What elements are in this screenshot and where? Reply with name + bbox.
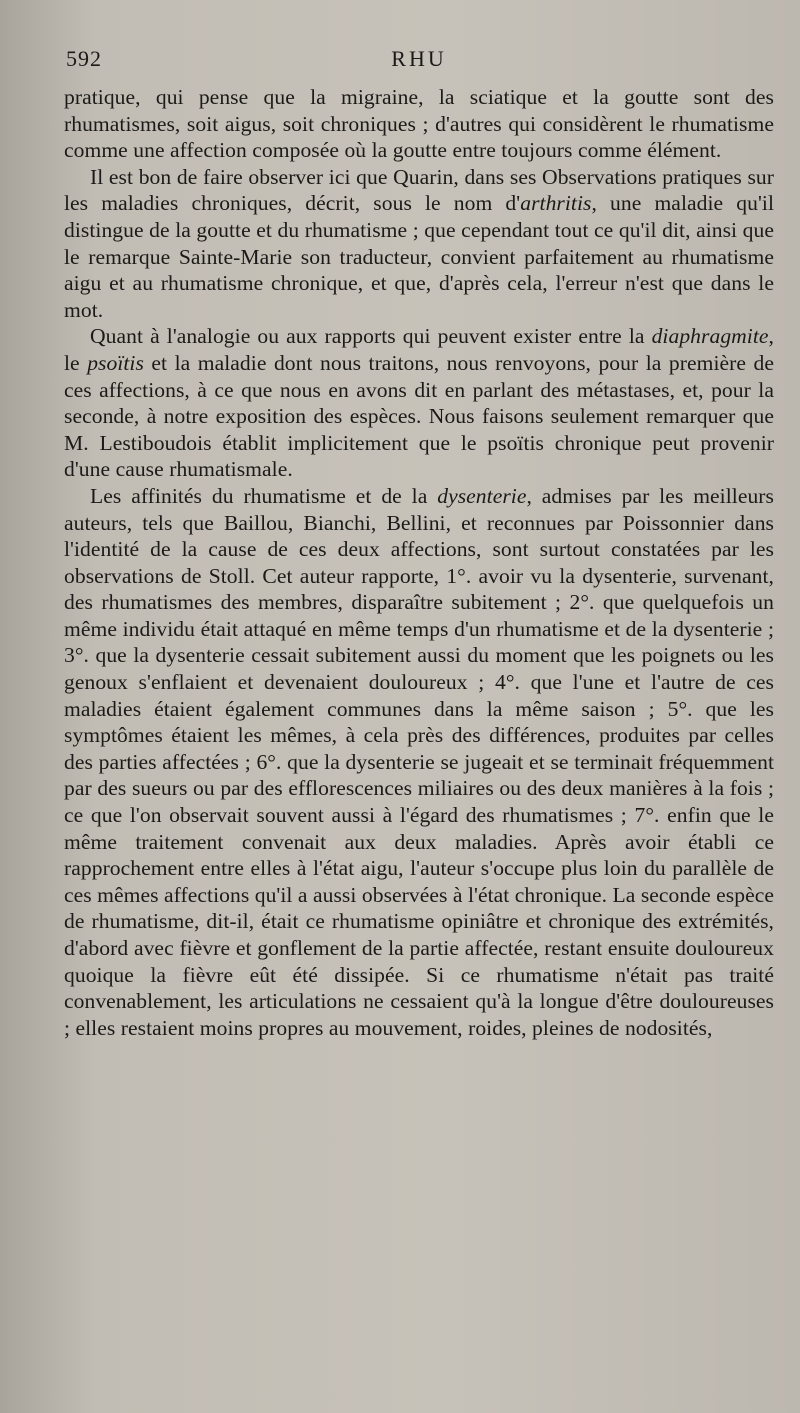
italic-term: diaphragmite (651, 324, 769, 349)
text-segment: , admises par les meilleurs auteurs, tels que Baillou, Bianchi, Bellini, et reconnues par Poissonnier dans l'identité de la cause de ces deux affections, sont surtout constatées par les observations de Stoll. Cet auteur rapporte, 1°. avoir vu la dysenterie, survenant, des rhumatismes des membres, disparaître subitement ; 2°. que quelquefois un même individu était attaqué en même temps d'un rhumatisme et de la dysenterie ; 3°. que la dysenterie cessait subitement aussi du moment que les poignets ou les genoux s'enflaient et devenaient douloureux ; 4°. que l'une et l'autre de ces maladies étaient également communes dans la même saison ; 5°. que les symptômes étaient les mêmes, à cela près des différences, produites par celles des parties affectées ; 6°. que la dysenterie se jugeait et se terminait fréquemment par des sueurs ou par des efflorescences miliaires ou des deux manières à la fois ; ce que l'on observait souvent aussi à l'égard des rhumatismes ; 7°. enfin que le même traitement convenait aux deux maladies. Après avoir établi ce rapprochement entre elles à l'état aigu, l'auteur s'occupe plus loin du parallèle de ces mêmes affections qu'il a aussi observées à l'état chronique. La seconde espèce de rhumatisme, dit-il, était ce rhumatisme opiniâtre et chronique des extrémités, d'abord avec fièvre et gonflement de la partie affectée, restant ensuite douloureux quoique la fièvre eût été dissipée. Si ce rhumatisme n'était pas traité convenablement, les articulations ne cessaient qu'à la longue d'être douloureuses ; elles restaient moins propres au mouvement, roides, pleines de nodosités, (64, 483, 774, 1040)
paragraph (64, 164, 774, 324)
text-segment: Quant à l'analogie ou aux rapports qui peuvent exister entre la (90, 324, 652, 349)
text-segment: , le (64, 324, 774, 375)
text-segment: Les affinités du rhumatisme et de la (90, 483, 438, 508)
paragraph (64, 483, 774, 1041)
paragraph (64, 323, 774, 483)
page-header (64, 44, 774, 84)
text-segment: pratique, qui pense que la migraine, la sciatique et la goutte sont des rhumatismes, soit aigus, soit chroniques ; d'autres qui considèrent le rhumatisme comme une affection composée où la goutte entre toujours comme élément. (64, 85, 774, 163)
italic-term: psoïtis (87, 350, 144, 375)
text-segment: Il est bon de faire observer ici que Quarin, dans ses Observations pratiques sur les maladies chroniques, décrit, sous le nom d' (64, 164, 774, 216)
italic-term: arthritis (520, 191, 592, 216)
page-number: 592 (66, 46, 102, 71)
paragraph (64, 84, 774, 164)
text-segment: et la maladie dont nous traitons, nous renvoyons, pour la première de ces affections, à ce que nous en avons dit en parlant des métastases, et, pour la seconde, à notre exposition des espèces. Nous faisons seulement remarquer que M. Lestiboudois établit implicitement que le psoïtis chronique peut provenir d'une cause rhumatismale. (64, 350, 775, 482)
text-segment: , une maladie qu'il distingue de la goutte et du rhumatisme ; que cependant tout ce qu'il dit, ainsi que le remarque Sainte-Marie son traducteur, convient parfaitement au rhumatisme aigu et au rhumatisme chronique, et que, d'après cela, l'erreur n'est que dans le mot. (64, 191, 774, 322)
italic-term: dysenterie (437, 483, 527, 508)
body-text (64, 84, 774, 1041)
running-head: RHU (391, 46, 447, 71)
